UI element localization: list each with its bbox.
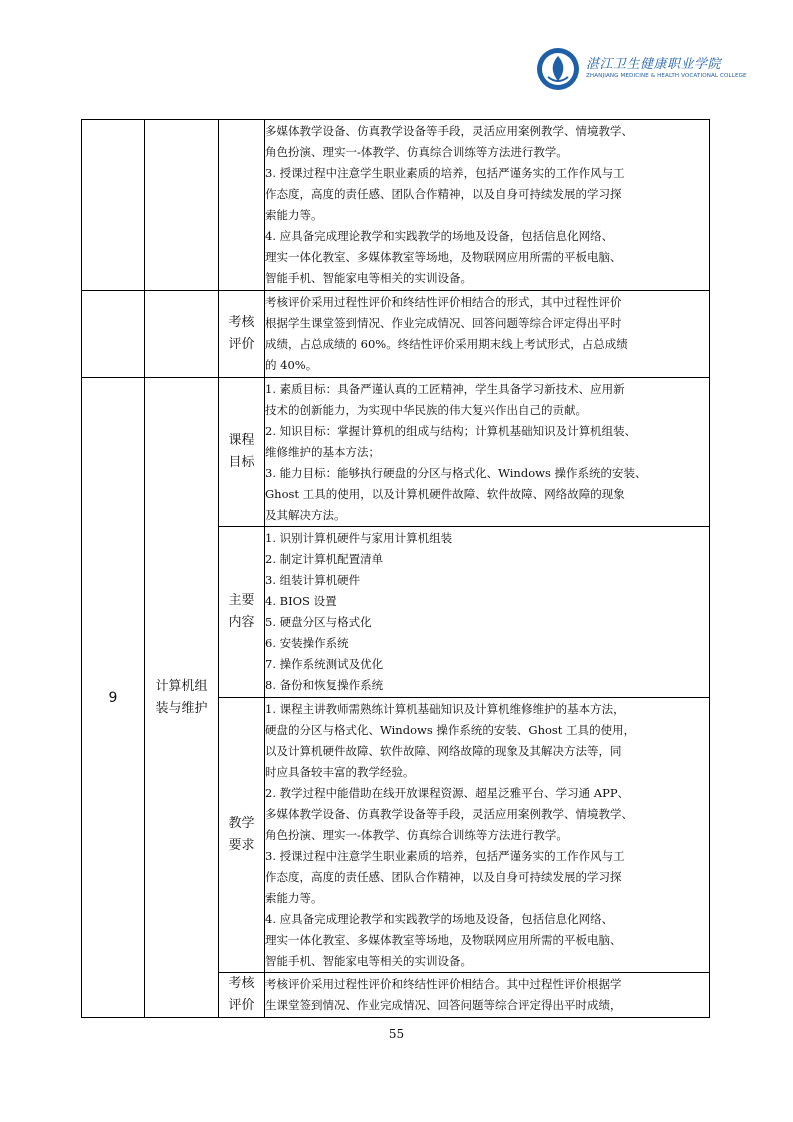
table-cell-empty: [219, 120, 265, 291]
college-emblem-icon: [536, 47, 580, 91]
text-line: 1. 课程主讲教师需熟练计算机基础知识及计算机维修维护的基本方法，: [265, 701, 625, 716]
row-label-teaching-requirements: [219, 698, 265, 973]
text-line: 1. 素质目标：具备严谨认真的工匠精神，学生具备学习新技术、应用新: [265, 381, 625, 396]
college-logo: [536, 47, 751, 91]
text-line: 根据学生课堂签到情况、作业完成情况、回答问题等综合评定得出平时: [265, 316, 622, 330]
text-line: 3. 授课过程中注意学生职业素质的培养，包括严谨务实的工作作风与工: [265, 848, 625, 863]
text-line: 以及计算机硬件故障、软件故障、网络故障的现象及其解决方法等，同: [265, 743, 622, 758]
table-cell-empty: [82, 120, 145, 291]
label-line: 考核: [228, 976, 255, 991]
text-line: 多媒体教学设备、仿真教学设备等手段，灵活应用案例教学、情境教学、: [265, 124, 633, 138]
row-label-assessment: [219, 291, 265, 378]
text-line: 3. 能力目标：能够执行硬盘的分区与格式化、Windows 操作系统的安装、: [265, 465, 647, 480]
course-name-line: 装与维护: [155, 700, 208, 716]
label-line: 评价: [228, 998, 255, 1013]
logo-english-name: ZHANJIANG MEDICINE & HEALTH VOCATIONAL COLLEGE: [586, 73, 747, 79]
row-label-course-goals: [219, 378, 265, 527]
table-cell-empty: [82, 291, 145, 378]
text-line: 时应具备较丰富的教学经验。: [265, 764, 415, 779]
logo-chinese-name: 湛江卫生健康职业学院: [586, 57, 722, 72]
text-line: 角色扮演、理实一-体教学、仿真综合训练等方法进行教学。: [265, 827, 568, 842]
text-line: 2. 知识目标：掌握计算机的组成与结构；计算机基础知识及计算机组装、: [265, 423, 637, 438]
label-line: 主要: [228, 593, 255, 608]
label-line: 教学: [228, 816, 255, 831]
course-goals-text: [265, 378, 710, 527]
table-cell-empty: [145, 291, 219, 378]
text-line: 及其解决方法。: [265, 507, 346, 522]
text-line: 生课堂签到情况、作业完成情况、回答问题等综合评定得出平时成绩，: [265, 998, 622, 1012]
table-cell-empty: [145, 120, 219, 291]
main-content-list: [265, 527, 710, 698]
text-line: 智能手机、智能家电等相关的实训设备。: [265, 953, 472, 968]
text-line: Ghost 工具的使用，以及计算机硬件故障、软件故障、网络故障的现象: [265, 486, 625, 501]
label-line: 评价: [228, 337, 255, 352]
text-line: 智能手机、智能家电等相关的实训设备。: [265, 271, 472, 285]
text-line: 索能力等。: [265, 208, 323, 222]
text-line: 的 40%。: [265, 358, 318, 372]
text-line: 多媒体教学设备、仿真教学设备等手段，灵活应用案例教学、情境教学、: [265, 806, 633, 821]
text-line: 4. 应具备完成理论教学和实践教学的场地及设备，包括信息化网络、: [265, 911, 614, 926]
text-line: 理实一体化教室、多媒体教室等场地，及物联网应用所需的平板电脑、: [265, 250, 622, 264]
text-line: 索能力等。: [265, 890, 323, 905]
continued-teaching-requirements: [265, 120, 710, 291]
course-name: [145, 378, 219, 1018]
text-line: 4. 应具备完成理论教学和实践教学的场地及设备，包括信息化网络、: [265, 229, 614, 243]
text-line: 考核评价采用过程性评价和终结性评价相结合的形式，其中过程性评价: [265, 295, 622, 309]
text-line: 考核评价采用过程性评价和终结性评价相结合。其中过程性评价根据学: [265, 977, 622, 991]
list-item: 1. 识别计算机硬件与家用计算机组装: [265, 531, 453, 545]
list-item: 5. 硬盘分区与格式化: [265, 615, 372, 629]
list-item: 3. 组装计算机硬件: [265, 573, 361, 587]
label-line: 课程: [228, 433, 255, 448]
text-line: 成绩，占总成绩的 60%。终结性评价采用期末线上考试形式，占总成绩: [265, 337, 628, 351]
label-line: 考核: [228, 315, 255, 330]
list-item: 2. 制定计算机配置清单: [265, 552, 384, 566]
course-name-line: 计算机组: [155, 678, 208, 694]
text-line: 硬盘的分区与格式化、Windows 操作系统的安装、Ghost 工具的使用，: [265, 722, 636, 737]
text-line: 维修维护的基本方法；: [265, 444, 380, 459]
text-line: 理实一体化教室、多媒体教室等场地，及物联网应用所需的平板电脑、: [265, 932, 622, 947]
teaching-requirements-text: [265, 698, 710, 973]
list-item: 8. 备份和恢复操作系统: [265, 678, 384, 692]
course-table: [81, 119, 710, 1018]
assessment-text: [265, 973, 710, 1018]
label-line: 要求: [228, 838, 255, 853]
table-row: [82, 378, 710, 527]
text-line: 3. 授课过程中注意学生职业素质的培养，包括严谨务实的工作作风与工: [265, 166, 625, 180]
text-line: 作态度，高度的责任感、团队合作精神，以及自身可持续发展的学习探: [265, 187, 622, 201]
text-line: 技术的创新能力，为实现中华民族的伟大复兴作出自己的贡献。: [265, 402, 587, 417]
assessment-text: [265, 291, 710, 378]
row-label-assessment: [219, 973, 265, 1018]
table-row: [82, 120, 710, 291]
text-line: 2. 教学过程中能借助在线开放课程资源、超星泛雅平台、学习通 APP、: [265, 785, 630, 800]
row-label-main-content: [219, 527, 265, 698]
list-item: 4. BIOS 设置: [265, 594, 337, 608]
list-item: 7. 操作系统测试及优化: [265, 657, 384, 671]
label-line: 目标: [228, 455, 255, 470]
table-row: [82, 291, 710, 378]
course-number: 9: [82, 378, 145, 1018]
label-line: 内容: [228, 615, 255, 630]
page-number: 55: [388, 1027, 405, 1041]
list-item: 6. 安装操作系统: [265, 636, 349, 650]
text-line: 角色扮演、理实一-体教学、仿真综合训练等方法进行教学。: [265, 145, 568, 159]
text-line: 作态度，高度的责任感、团队合作精神，以及自身可持续发展的学习探: [265, 869, 622, 884]
